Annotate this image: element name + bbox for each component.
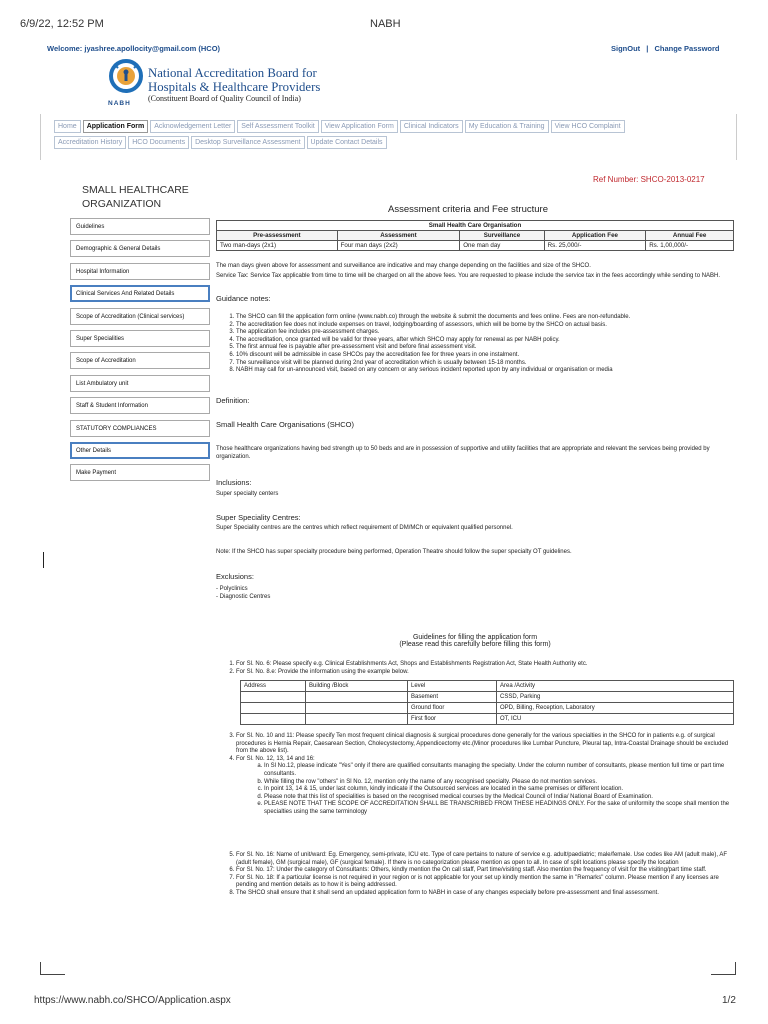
section-title: Assessment criteria and Fee structure [388, 204, 548, 215]
list-item: 2. For Sl. No. 8.e: Provide the information using the example below. [236, 669, 734, 677]
exclusions-label: Exclusions: [216, 572, 254, 581]
tab-hco-documents[interactable]: HCO Documents [128, 136, 189, 149]
fee-table-wrap [216, 220, 734, 251]
sidebar [70, 218, 210, 487]
list-item: 1. For Sl. No. 6: Please specify e.g. Clinical Establishments Act, Shops and Establishments Registration Act, State Health Authority etc. [236, 661, 734, 669]
list-item: 3. The application fee includes pre-assessment charges. [236, 329, 734, 337]
inclusions-label: Inclusions: [216, 478, 252, 487]
guide-title-line1: Guidelines for filling the application form [412, 634, 538, 641]
top-links [611, 44, 724, 53]
fee-table-caption: Small Health Care Organisation [217, 221, 734, 231]
addr-cell: Basement [408, 692, 497, 703]
sidebar-item-clinical-services[interactable]: Clinical Services And Related Details [70, 285, 210, 302]
change-password-link[interactable]: Change Password [654, 44, 720, 53]
tab-view-hco-complaint[interactable]: View HCO Complaint [551, 120, 625, 133]
fee-table [216, 220, 734, 251]
list-item: 6. For Sl. No. 17: Under the category of Consultants: Others, kindly mention the On call staff, Part time/visiting staff. Also mention the frequency of visit for the visiting/part time staff. [236, 867, 734, 875]
tab-home[interactable]: Home [54, 120, 81, 133]
brand-line2: Hospitals & Healthcare Providers [148, 80, 321, 94]
sidebar-item-guidelines[interactable]: Guidelines [70, 218, 210, 235]
frame-corner-left [40, 962, 65, 975]
tab-application-form[interactable]: Application Form [83, 120, 149, 133]
nabh-acronym: NABH [108, 100, 131, 107]
ref-value: SHCO-2013-0217 [640, 175, 705, 184]
fee-cell: Rs. 25,000/- [544, 241, 646, 251]
addr-cell: CSSD, Parking [497, 692, 734, 703]
guide-list-c [216, 852, 734, 898]
list-item: 3. For Sl. No. 10 and 11: Please specify Ten most frequent clinical diagnosis & surgical procedures done generally for the various specialties in the SHCO for in patients e.g. of surgical procedures is Hernia Repair, Caesarean Section, Cholecystectomy, Appendicectomy etc.(Minor procedures like Lumbar Puncture, Pleural tap, Intra-Coastal Drainage should be excluded from the above list). [236, 733, 734, 756]
fee-cell: One man day [460, 241, 544, 251]
sidebar-item-make-payment[interactable]: Make Payment [70, 464, 210, 481]
ssc-text: Super Speciality centres are the centres which reflect requirement of DM/MCh or equivalent qualified personnel. [216, 525, 513, 531]
definition-label: Definition: [216, 396, 250, 405]
addr-header: Building /Block [306, 681, 408, 692]
list-item: 8. The SHCO shall ensure that it shall send an updated application form to NABH in case of any changes especially before pre-assessment and final assessment. [236, 890, 734, 898]
list-item [236, 756, 734, 817]
list-item: 5. The first annual fee is payable after pre-assessment visit and before final assessment visit. [236, 344, 734, 352]
note-man-days: The man days given above for assessment and surveillance are indicative and may change depending on the facilities and size of the SHCO. [216, 263, 591, 269]
list-item: 6. 10% discount will be admissible in case SHCOs pay the accreditation fee for three years in one instalment. [236, 352, 734, 360]
tab-acknowledgement-letter[interactable]: Acknowledgement Letter [150, 120, 235, 133]
list-item: 7. For Sl. No. 18: If a particular license is not required in your region or is not applicable for your set up kindly mention the same in "Remarks" column. Please mention if any licenses are pending and mention details as to how it is being addressed. [236, 875, 734, 890]
fee-cell: Four man days (2x2) [337, 241, 460, 251]
fee-cell: Rs. 1,00,000/- [646, 241, 734, 251]
frame-corner-right [711, 962, 736, 975]
welcome-text: Welcome: jyashree.apollocity@gmail.com (HCO) [47, 44, 221, 53]
inclusions-text: Super specialty centers [216, 491, 279, 497]
guide-list [216, 733, 734, 817]
fee-header: Application Fee [544, 231, 646, 241]
list-item: 5. For Sl. No. 16: Name of unit/ward: Eg. Emergency, semi-private, ICU etc. Type of care pertains to nature of service e.g. adult/paediatric; male/female. Use codes like AM (adult male), AF (adult female), GM (surgical male), GF (surgical female). If there is no categorization please mention as open to all. In case of split locations please specify the location [236, 852, 734, 867]
tab-my-education[interactable]: My Education & Training [465, 120, 549, 133]
ref-number [593, 175, 705, 184]
fee-header: Annual Fee [646, 231, 734, 241]
print-datetime: 6/9/22, 12:52 PM [20, 18, 104, 30]
shco-label: Small Health Care Organisations (SHCO) [216, 420, 354, 429]
list-item: b. While filling the row "others" in Sl No. 12, mention only the name of any recognised specialty. Please do not mention services. [264, 779, 734, 787]
brand-line1: National Accreditation Board for [148, 66, 317, 80]
list-item: 4. The accreditation, once granted will be valid for three years, after which SHCO may apply for renewal as per NABH policy. [236, 337, 734, 345]
list-item: 1. The SHCO can fill the application form online (www.nabh.co) through the website & submit the documents and fees online. Fees are non-refundable. [236, 314, 734, 322]
addr-cell: OT, ICU [497, 714, 734, 725]
list-item: e. PLEASE NOTE THAT THE SCOPE OF ACCREDITATION SHALL BE TRANSCRIBED FROM THESE HEADINGS ONLY. For the sake of uniformity the scope shall mention the specialties using the same terminology [264, 801, 734, 816]
sidebar-item-other-details[interactable]: Other Details [70, 442, 210, 459]
addr-cell: Ground floor [408, 703, 497, 714]
sidebar-item-statutory[interactable]: STATUTORY COMPLIANCES [70, 420, 210, 437]
ref-label: Ref Number: [593, 175, 639, 184]
guide-list [216, 852, 734, 898]
sidebar-item-scope[interactable]: Scope of Accreditation [70, 352, 210, 369]
guidance-label: Guidance notes: [216, 294, 271, 303]
note-service-tax: Service Tax: Service Tax applicable from time to time will be charged on all the above fees. You are requested to please include the service tax in the fees accordingly while sending to NABH. [216, 273, 721, 279]
tab-desktop-surveillance[interactable]: Desktop Surveillance Assessment [191, 136, 304, 149]
print-page: 1/2 [722, 995, 736, 1006]
exclusion-item: - Diagnostic Centres [216, 594, 271, 600]
sidebar-item-staff[interactable]: Staff & Student Information [70, 397, 210, 414]
guide-title [216, 634, 734, 648]
tab-self-assessment-toolkit[interactable]: Self Assessment Toolkit [237, 120, 318, 133]
fee-header: Assessment [337, 231, 460, 241]
signout-link[interactable]: SignOut [611, 44, 641, 53]
addr-cell: OPD, Billing, Reception, Laboratory [497, 703, 734, 714]
text-cursor [43, 552, 44, 568]
nav-row-2 [54, 136, 389, 149]
fee-header: Pre-assessment [217, 231, 338, 241]
tab-clinical-indicators[interactable]: Clinical Indicators [400, 120, 463, 133]
ssc-note: Note: If the SHCO has super specialty procedure being performed, Operation Theatre should follow the super specialty OT guidelines. [216, 549, 572, 555]
list-item: a. In Sl No.12, please indicate "Yes" only if there are qualified consultants managing the specialty. Under the column number of consultants, please mention full time or part time consultants. [264, 763, 734, 778]
exclusion-item: - Polyclinics [216, 586, 248, 592]
tab-update-contact-details[interactable]: Update Contact Details [307, 136, 387, 149]
print-title: NABH [370, 18, 401, 30]
sidebar-item-hospital-info[interactable]: Hospital Information [70, 263, 210, 280]
list-item-text: For Sl. No. 12, 13, 14 and 16: [236, 755, 315, 762]
link-separator: | [646, 44, 649, 53]
guide-list-b [216, 733, 734, 817]
list-item: 7. The surveillance visit will be planned during 2nd year of accreditation which is usually between 15-18 months. [236, 360, 734, 368]
print-url: https://www.nabh.co/SHCO/Application.aspx [34, 995, 231, 1006]
tab-accreditation-history[interactable]: Accreditation History [54, 136, 126, 149]
list-item: 8. NABH may call for un-announced visit, based on any concern or any serious incident reported upon by any individual or organisation or media [236, 367, 734, 375]
guide-list [216, 661, 734, 676]
sidebar-item-scope-clinical[interactable]: Scope of Accreditation (Clinical services) [70, 308, 210, 325]
tab-view-application-form[interactable]: View Application Form [321, 120, 398, 133]
sub-list [236, 763, 734, 816]
fee-header: Surveillance [460, 231, 544, 241]
sidebar-item-demographic[interactable]: Demographic & General Details [70, 240, 210, 257]
sidebar-item-super-specialities[interactable]: Super Specialities [70, 330, 210, 347]
guide-title-line2: (Please read this carefully before filling this form) [399, 641, 551, 648]
shco-text: Those healthcare organizations having bed strength up to 50 beds and are in possession of supportive and utility facilities that are appropriate and relevant the services being provided by organization. [216, 446, 710, 460]
org-title: SMALL HEALTHCARE ORGANIZATION [82, 184, 189, 210]
address-table [240, 680, 734, 725]
nav-row-1 [54, 120, 627, 133]
nabh-logo-icon [104, 58, 148, 102]
addr-header: Level [408, 681, 497, 692]
guide-list-a [216, 661, 734, 676]
sidebar-item-ambulatory[interactable]: List Ambulatory unit [70, 375, 210, 392]
guidance-list-wrap [216, 314, 734, 375]
list-item: c. In point 13, 14 & 15, under last column, kindly indicate if the Outsourced services are located in the same premises or different location. [264, 786, 734, 794]
addr-header: Area /Activity [497, 681, 734, 692]
addr-table-wrap [240, 680, 734, 725]
list-item: 2. The accreditation fee does not include expenses on travel, lodging/boarding of assessors, which will be borne by the SHCO on actual basis. [236, 322, 734, 330]
guidance-list [216, 314, 734, 375]
addr-cell: First floor [408, 714, 497, 725]
addr-header: Address [241, 681, 306, 692]
fee-cell: Two man-days (2x1) [217, 241, 338, 251]
list-item: d. Please note that this list of specialities is based on the recognised medical courses by the Medical Council of India/ National Board of Examination. [264, 794, 734, 802]
brand-text [148, 66, 320, 103]
brand-line3: (Constituent Board of Quality Council of India) [148, 94, 301, 103]
ssc-label: Super Speciality Centres: [216, 513, 301, 522]
